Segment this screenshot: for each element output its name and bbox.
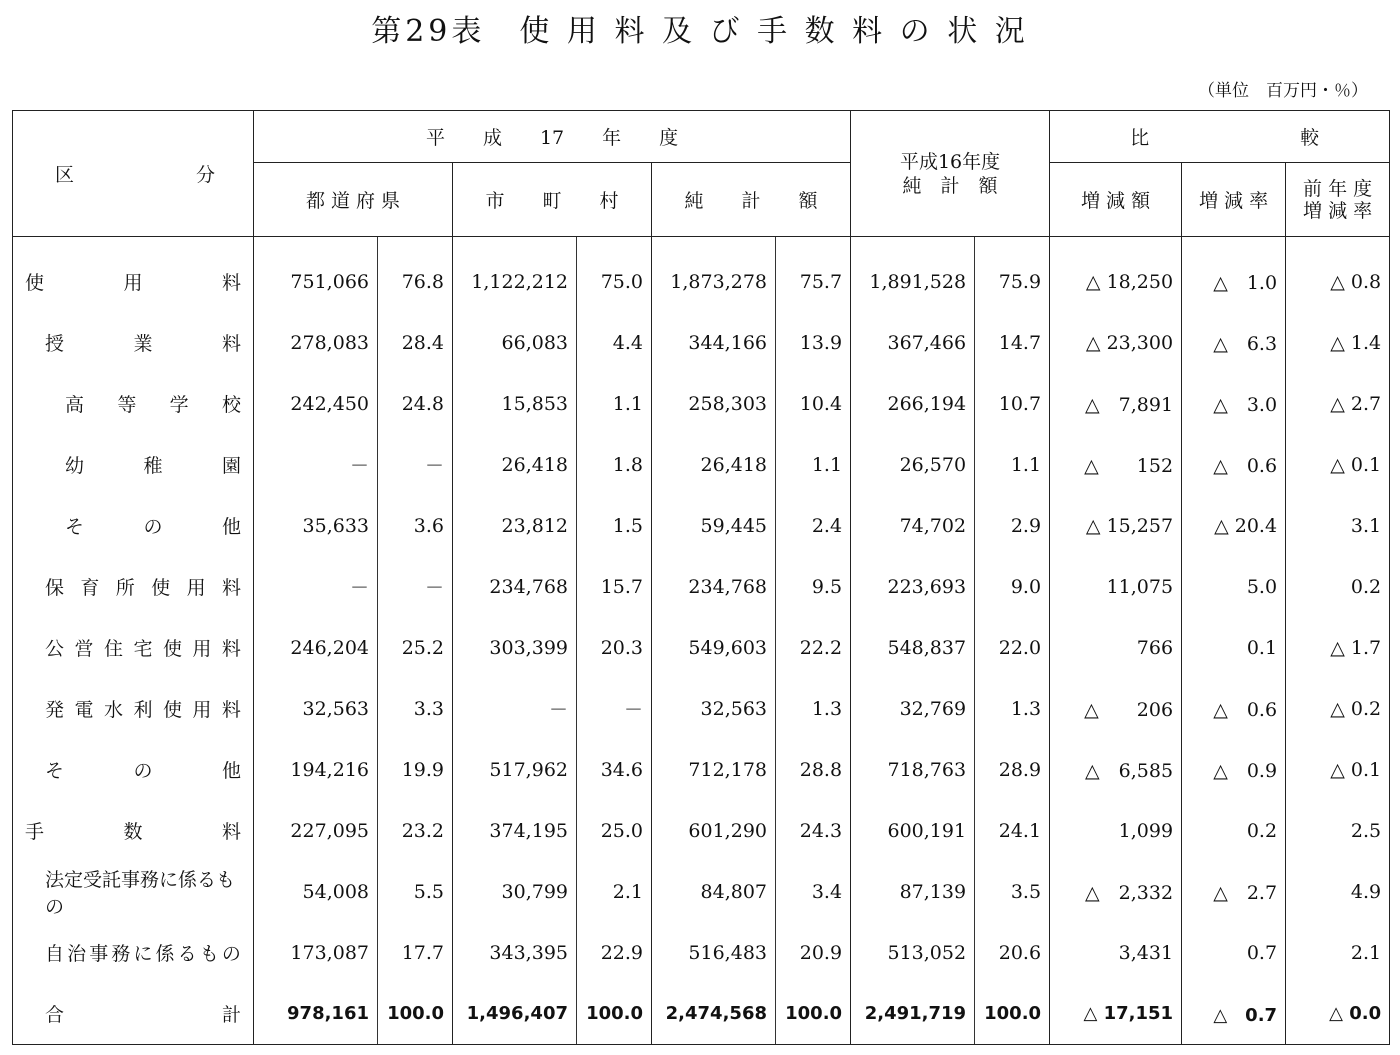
table-cell: 20.9 (776, 922, 851, 983)
table-cell: 1.3 (776, 678, 851, 739)
table-cell: △ 3.0 (1182, 373, 1286, 434)
header-net: 純 計 額 (652, 163, 851, 237)
row-label-char: 保 (45, 577, 65, 599)
table-cell: 26,418 (700, 453, 767, 476)
table-row (13, 556, 1390, 617)
row-label (13, 922, 254, 983)
row-label-char: 公 (45, 638, 65, 660)
row-label (13, 983, 254, 1045)
row-label-char: 住 (103, 638, 123, 660)
table-cell: 28.8 (776, 739, 851, 800)
row-label-char: 育 (80, 577, 100, 599)
row-label-char: 使 (151, 577, 171, 599)
table-cell: 367,466 (887, 331, 967, 354)
header-prev-line1: 前 年 度 (1303, 177, 1373, 200)
row-label-char: 手 (25, 821, 45, 843)
table-cell: 278,083 (290, 331, 369, 354)
header-compare-1: 比 (1130, 127, 1150, 149)
table-cell: 26,418 (501, 453, 568, 476)
table-cell: 15.7 (577, 556, 652, 617)
table-cell: 2,491,719 (851, 983, 975, 1045)
table-cell: 303,399 (489, 636, 568, 659)
header-kubun-1: 区 (55, 164, 75, 186)
row-label-char: る (177, 943, 197, 965)
header-compare-2: 較 (1300, 127, 1320, 149)
row-label-char: 計 (221, 1004, 241, 1026)
header-h17: 平 成 17 年 度 (254, 111, 851, 163)
table-cell: 30,799 (501, 880, 568, 903)
row-label (13, 617, 254, 678)
row-label-char: 料 (221, 699, 241, 721)
table-cell: 601,290 (688, 819, 767, 842)
table-cell: 549,603 (688, 636, 767, 659)
row-label-char: の (143, 516, 163, 538)
row-label-char: 等 (117, 394, 137, 416)
table-cell: △ 1.0 (1182, 237, 1286, 313)
table-cell: 223,693 (887, 575, 967, 598)
table-cell: 35,633 (302, 514, 369, 537)
table-cell: 84,807 (700, 880, 767, 903)
table-cell: 5.5 (378, 861, 453, 922)
row-label-char: 料 (221, 821, 241, 843)
table-cell: 10.7 (975, 373, 1050, 434)
table-cell: △ 0.0 (1286, 983, 1390, 1045)
row-label-char: 他 (221, 760, 241, 782)
table-cell: － (548, 699, 568, 721)
row-label-char: 用 (186, 577, 206, 599)
row-label-char: 電 (74, 699, 94, 721)
table-cell: 1.1 (577, 373, 652, 434)
table-cell: 3.1 (1286, 495, 1390, 556)
row-label-char: 利 (133, 699, 153, 721)
table-cell: △ 0.2 (1286, 678, 1390, 739)
row-label-char: 高 (65, 394, 85, 416)
table-cell: 75.7 (776, 237, 851, 313)
table-cell: 1,873,278 (670, 270, 767, 293)
row-label (13, 556, 254, 617)
table-cell: － (378, 556, 453, 617)
table-cell: 14.7 (975, 312, 1050, 373)
unit-note: （単位 百万円・％） (1198, 81, 1368, 101)
table-cell: △ 152 (1050, 434, 1182, 495)
header-kubun (13, 111, 254, 237)
row-label (13, 739, 254, 800)
table-cell: 4.9 (1286, 861, 1390, 922)
table-cell: － (378, 434, 453, 495)
table-cell: △ 206 (1050, 678, 1182, 739)
table-cell: 4.4 (577, 312, 652, 373)
usage-fees-table (12, 110, 1390, 1045)
table-cell: 1.8 (577, 434, 652, 495)
row-label-char: 他 (221, 516, 241, 538)
table-cell: 1.3 (975, 678, 1050, 739)
row-label-char: そ (65, 516, 85, 538)
table-row (13, 373, 1390, 434)
table-cell: 32,563 (700, 697, 767, 720)
table-cell: 24.8 (378, 373, 453, 434)
row-label (13, 678, 254, 739)
row-label-char: 係 (155, 943, 175, 965)
table-cell: 3,431 (1050, 922, 1182, 983)
row-label-char: 業 (133, 333, 153, 355)
table-cell: 74,702 (899, 514, 967, 537)
table-cell: 766 (1050, 617, 1182, 678)
table-cell: △ 20.4 (1182, 495, 1286, 556)
table-cell: 23.2 (378, 800, 453, 861)
table-cell: △ 2.7 (1286, 373, 1390, 434)
table-cell: 1,496,407 (453, 983, 577, 1045)
table-cell: 2.1 (577, 861, 652, 922)
table-cell: 3.6 (378, 495, 453, 556)
row-label-char: 校 (221, 394, 241, 416)
table-cell: 1.5 (577, 495, 652, 556)
table-cell: 9.0 (975, 556, 1050, 617)
table-cell: 32,769 (899, 697, 967, 720)
table-cell: 258,303 (688, 392, 767, 415)
header-kubun-2: 分 (195, 164, 215, 186)
table-cell: 1.1 (776, 434, 851, 495)
table-cell: 20.3 (577, 617, 652, 678)
table-cell: △ 1.4 (1286, 312, 1390, 373)
table-cell: 22.2 (776, 617, 851, 678)
table-cell: 11,075 (1050, 556, 1182, 617)
row-label-char: 用 (192, 699, 212, 721)
row-label-char: 務 (111, 943, 131, 965)
table-cell: 0.1 (1182, 617, 1286, 678)
table-cell: 25.2 (378, 617, 453, 678)
row-label-char: 料 (221, 272, 241, 294)
table-cell: 344,166 (688, 331, 767, 354)
table-cell: 517,962 (489, 758, 568, 781)
row-label-char: 稚 (143, 455, 163, 477)
table-cell: 75.0 (577, 237, 652, 313)
table-cell: △ 15,257 (1050, 495, 1182, 556)
row-label-char: 料 (221, 333, 241, 355)
table-cell: △ 6,585 (1050, 739, 1182, 800)
table-cell: 75.9 (975, 237, 1050, 313)
row-label-char: 所 (115, 577, 135, 599)
table-cell: 516,483 (688, 941, 767, 964)
row-label-char: 用 (123, 272, 143, 294)
table-cell: 17.7 (378, 922, 453, 983)
table-cell: 26,570 (899, 453, 967, 476)
table-cell: 600,191 (887, 819, 967, 842)
table-cell: 751,066 (290, 270, 369, 293)
table-row (13, 983, 1390, 1045)
header-h16 (851, 111, 1050, 237)
row-label (13, 434, 254, 495)
table-cell: 10.4 (776, 373, 851, 434)
table-cell: 32,563 (302, 697, 369, 720)
table-cell: 100.0 (577, 983, 652, 1045)
table-cell: 59,445 (700, 514, 767, 537)
table-cell: 2.5 (1286, 800, 1390, 861)
table-cell: △ 17,151 (1050, 983, 1182, 1045)
row-label-char: に (133, 943, 153, 965)
table-cell: 13.9 (776, 312, 851, 373)
table-cell: 1,891,528 (869, 270, 967, 293)
table-cell: 19.9 (378, 739, 453, 800)
table-cell: 3.3 (378, 678, 453, 739)
table-cell: － (349, 577, 369, 599)
table-cell: △ 0.1 (1286, 434, 1390, 495)
row-label-char: 幼 (65, 455, 85, 477)
row-label-char: 料 (221, 638, 241, 660)
table-cell: △ 23,300 (1050, 312, 1182, 373)
table-cell: △ 0.9 (1182, 739, 1286, 800)
table-row (13, 434, 1390, 495)
header-diff: 増 減 額 (1050, 163, 1182, 237)
table-cell: 22.9 (577, 922, 652, 983)
table-cell: 3.4 (776, 861, 851, 922)
table-cell: 54,008 (302, 880, 369, 903)
row-label-char: 数 (123, 821, 143, 843)
header-rate: 増 減 率 (1182, 163, 1286, 237)
table-cell: 15,853 (501, 392, 568, 415)
row-label (13, 861, 254, 922)
table-cell: 0.2 (1182, 800, 1286, 861)
row-label (13, 800, 254, 861)
table-cell: 24.1 (975, 800, 1050, 861)
table-row (13, 617, 1390, 678)
row-label-char: 用 (192, 638, 212, 660)
table-cell: 0.2 (1286, 556, 1390, 617)
row-label-char: 水 (103, 699, 123, 721)
table-cell: 87,139 (899, 880, 967, 903)
table-cell: 28.4 (378, 312, 453, 373)
row-label-char: そ (45, 760, 65, 782)
table-cell: 978,161 (254, 983, 378, 1045)
table-body (13, 237, 1390, 1045)
row-label-char: 事 (89, 943, 109, 965)
table-cell: 712,178 (688, 758, 767, 781)
table-row (13, 495, 1390, 556)
table-cell: － (577, 678, 652, 739)
row-label-char: 使 (162, 699, 182, 721)
header-prev (1286, 163, 1390, 237)
header-h16-line1: 平成16年度 (899, 150, 1001, 173)
table-cell: 0.7 (1182, 922, 1286, 983)
row-label-char: 学 (169, 394, 189, 416)
row-label-char: 発 (45, 699, 65, 721)
row-label-char: 合 (45, 1004, 65, 1026)
table-cell: △ 0.7 (1182, 983, 1286, 1045)
row-label-char: 法定受託事務に係るもの (45, 868, 236, 918)
row-label (13, 237, 254, 313)
table-cell: △ 0.1 (1286, 739, 1390, 800)
table-cell: 343,395 (489, 941, 568, 964)
table-cell: 234,768 (489, 575, 568, 598)
row-label-char: 自 (45, 943, 65, 965)
table-cell: 66,083 (501, 331, 568, 354)
table-cell: 194,216 (290, 758, 369, 781)
table-cell: △ 1.7 (1286, 617, 1390, 678)
table-cell: 100.0 (378, 983, 453, 1045)
table-cell: △ 18,250 (1050, 237, 1182, 313)
table-cell: 513,052 (887, 941, 967, 964)
table-cell: 246,204 (290, 636, 369, 659)
table-cell: 242,450 (290, 392, 369, 415)
row-label-char: の (133, 760, 153, 782)
table-cell: 76.8 (378, 237, 453, 313)
row-label-char: 料 (221, 577, 241, 599)
row-label-char: 授 (45, 333, 65, 355)
table-cell: 100.0 (975, 983, 1050, 1045)
table-cell: △ 7,891 (1050, 373, 1182, 434)
table-cell: △ 6.3 (1182, 312, 1286, 373)
table-row (13, 922, 1390, 983)
table-cell: 2.4 (776, 495, 851, 556)
table-cell: 2.9 (975, 495, 1050, 556)
table-cell: 22.0 (975, 617, 1050, 678)
row-label-char: 営 (74, 638, 94, 660)
row-label-char: 園 (221, 455, 241, 477)
header-prev-line2: 増 減 率 (1303, 199, 1373, 222)
table-cell: △ 0.6 (1182, 678, 1286, 739)
table-cell: 2.1 (1286, 922, 1390, 983)
table-row (13, 861, 1390, 922)
page-title: 第29表 使 用 料 及 び 手 数 料 の 状 況 (371, 14, 1029, 49)
table-cell: 20.6 (975, 922, 1050, 983)
table-cell: － (349, 455, 369, 477)
table-cell: 24.3 (776, 800, 851, 861)
table-cell: 5.0 (1182, 556, 1286, 617)
table-cell: 9.5 (776, 556, 851, 617)
table-cell: 374,195 (489, 819, 568, 842)
table-cell: 1,099 (1050, 800, 1182, 861)
table-cell: △ 2.7 (1182, 861, 1286, 922)
row-label-char: も (199, 943, 219, 965)
header-compare (1050, 111, 1390, 163)
row-label-char: 治 (67, 943, 87, 965)
table-cell: 1.1 (975, 434, 1050, 495)
row-label (13, 312, 254, 373)
table-cell: 173,087 (290, 941, 369, 964)
table-cell: △ 0.6 (1182, 434, 1286, 495)
table-cell: 227,095 (290, 819, 369, 842)
header-h16-line2: 純 計 額 (902, 174, 998, 197)
table-cell: 548,837 (887, 636, 967, 659)
table-cell: 25.0 (577, 800, 652, 861)
header-muni: 市 町 村 (453, 163, 652, 237)
row-label-char: 使 (25, 272, 45, 294)
header-pref: 都 道 府 県 (254, 163, 453, 237)
row-label-char: 使 (162, 638, 182, 660)
row-label-char: 宅 (133, 638, 153, 660)
table-row (13, 678, 1390, 739)
table-cell: 100.0 (776, 983, 851, 1045)
table-cell: △ 2,332 (1050, 861, 1182, 922)
row-label (13, 495, 254, 556)
row-label (13, 373, 254, 434)
table-cell: 234,768 (688, 575, 767, 598)
table-cell: 3.5 (975, 861, 1050, 922)
table-cell: 28.9 (975, 739, 1050, 800)
table-cell: 718,763 (887, 758, 967, 781)
table-cell: △ 0.8 (1286, 237, 1390, 313)
table-row (13, 739, 1390, 800)
table-cell: 23,812 (501, 514, 568, 537)
table-cell: 34.6 (577, 739, 652, 800)
table-row (13, 237, 1390, 313)
row-label-char: の (221, 943, 241, 965)
table-row (13, 312, 1390, 373)
table-cell: 2,474,568 (652, 983, 776, 1045)
table-cell: 266,194 (887, 392, 967, 415)
table-cell: 1,122,212 (471, 270, 568, 293)
table-row (13, 800, 1390, 861)
